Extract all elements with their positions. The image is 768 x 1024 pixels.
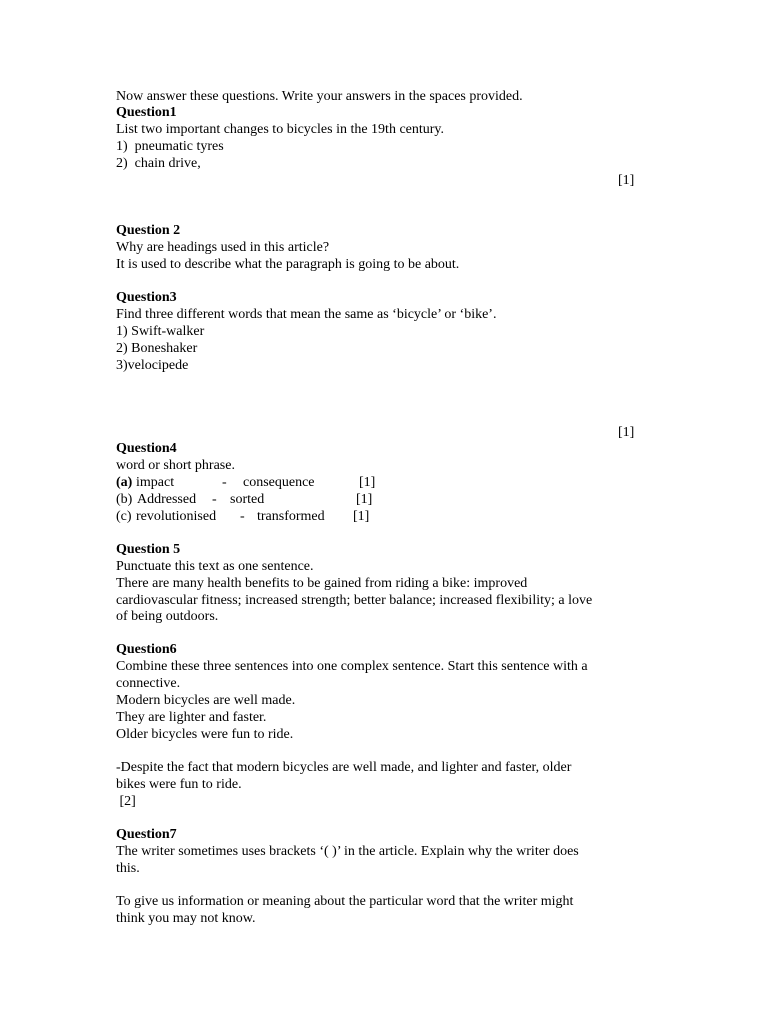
question-7-answer-line-2: think you may not know. [116,911,256,926]
question-6-answer-line-1: -Despite the fact that modern bicycles are well made, and lighter and faster, older [116,760,572,775]
question-5-text-line-2: cardiovascular fitness; increased strength; better balance; increased flexibility; a love [116,593,593,608]
question-3-heading: Question3 [116,290,177,305]
question-6-mark: [2] [116,794,136,809]
item-separator: - [212,492,217,507]
item-word: Addressed [137,492,197,507]
question-7-prompt-line-2: this. [116,861,140,876]
question-4-prompt: word or short phrase. [116,458,235,473]
question-1-answer-2: 2) chain drive, [116,156,201,171]
question-4-heading: Question4 [116,441,177,456]
question-6-sentence-2: They are lighter and faster. [116,710,267,725]
question-5-heading: Question 5 [116,542,181,557]
item-word: revolutionised [136,509,217,524]
question-6-sentence-1: Modern bicycles are well made. [116,693,296,708]
question-7-heading: Question7 [116,827,177,842]
question-2-heading: Question 2 [116,223,181,238]
question-7-prompt-line-1: The writer sometimes uses brackets ‘( )’ in the article. Explain why the writer does [116,844,579,859]
item-mark: [1] [356,492,373,507]
question-5-text-line-1: There are many health benefits to be gained from riding a bike: improved [116,576,528,591]
question-1-prompt: List two important changes to bicycles in the 19th century. [116,122,445,137]
question-6-answer-line-2: bikes were fun to ride. [116,777,242,792]
question-1-heading: Question1 [116,105,177,120]
question-6-prompt-line-2: connective. [116,676,181,691]
item-meaning: sorted [230,492,265,507]
question-1-mark: [1] [618,173,635,188]
item-separator: - [222,475,227,490]
question-3-prompt: Find three different words that mean the same as ‘bicycle’ or ‘bike’. [116,307,497,322]
item-mark: [1] [359,475,376,490]
intro-instruction: Now answer these questions. Write your answers in the spaces provided. [116,89,523,104]
item-word: impact [136,475,175,490]
question-3-answer-2: 2) Boneshaker [116,341,198,356]
item-label: (c) [116,509,132,524]
item-label: (a) [116,475,133,490]
question-1-answer-1: 1) pneumatic tyres [116,139,224,154]
item-mark: [1] [353,509,370,524]
question-3-answer-1: 1) Swift-walker [116,324,205,339]
question-5-prompt: Punctuate this text as one sentence. [116,559,314,574]
question-2-prompt: Why are headings used in this article? [116,240,330,255]
question-6-prompt-line-1: Combine these three sentences into one complex sentence. Start this sentence with a [116,659,588,674]
question-7-answer-line-1: To give us information or meaning about the particular word that the writer might [116,894,574,909]
question-3-mark: [1] [618,425,635,440]
item-meaning: consequence [243,475,315,490]
question-3-answer-3: 3)velocipede [116,358,189,373]
question-2-answer: It is used to describe what the paragraph is going to be about. [116,257,460,272]
question-5-text-line-3: of being outdoors. [116,609,219,624]
item-meaning: transformed [257,509,325,524]
item-label: (b) [116,492,133,507]
question-6-sentence-3: Older bicycles were fun to ride. [116,727,294,742]
question-6-heading: Question6 [116,642,177,657]
item-separator: - [240,509,245,524]
